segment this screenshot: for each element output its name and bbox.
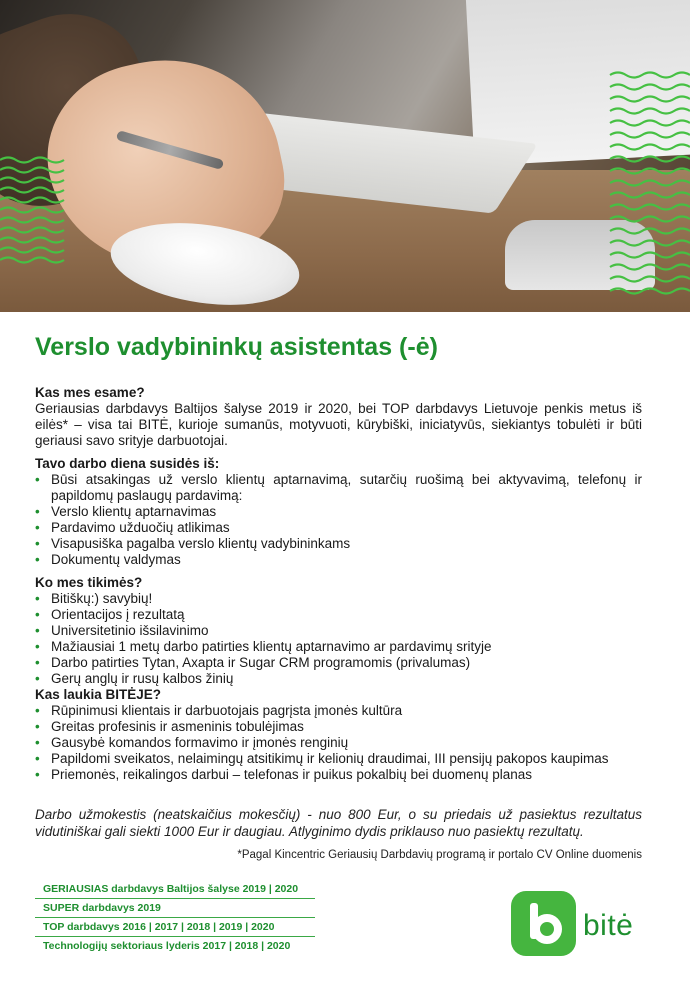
list-item: • Priemonės, reikalingos darbui – telefonas ir puikus pokalbių bei duomenų planas (35, 767, 642, 783)
about-heading: Kas mes esame? (35, 385, 145, 400)
list-item: • Universitetinio išsilavinimo (35, 623, 642, 639)
list-item: • Mažiausiai 1 metų darbo patirties klientų aptarnavimo ar pardavimų srityje (35, 639, 642, 655)
bite-logo-icon (511, 891, 576, 956)
brand-wave-decoration (0, 0, 690, 312)
award-item: GERIAUSIAS darbdavys Baltijos šalyse 2019 | 2020 (35, 880, 315, 899)
list-item: • Verslo klientų aptarnavimas (35, 504, 642, 520)
about-text: Geriausias darbdavys Baltijos šalyse 2019 ir 2020, bei TOP darbdavys Lietuvoje penkis metus iš eilės* – visa tai BITĖ, kurioje sumanūs, motyvuoti, kūrybiški, iniciatyvūs, siekiantys tobulėti ir būti geriausi savo srityje darbuotojai. (35, 401, 642, 448)
list-item: • Gerų anglų ir rusų kalbos žinių (35, 671, 642, 687)
expectations-list (35, 591, 642, 687)
list-item: • Visapusiška pagalba verslo klientų vadybininkams (35, 536, 642, 552)
list-item: • Greitas profesinis ir asmeninis tobulėjimas (35, 719, 642, 735)
list-item: • Gausybė komandos formavimo ir įmonės renginių (35, 735, 642, 751)
job-title: Verslo vadybininkų asistentas (-ė) (35, 333, 438, 361)
list-item: • Pardavimo užduočių atlikimas (35, 520, 642, 536)
benefits-list (35, 703, 642, 783)
duties-list (35, 472, 642, 568)
salary-info: Darbo užmokestis (neatskaičius mokesčių) - nuo 800 Eur, o su priedais už pasiektus rezultatus vidutiniškai gali siekti 1000 Eur ir daugiau. Atlyginimo dydis priklauso nuo pasiektų rezultatų. (35, 807, 642, 839)
benefits-heading: Kas laukia BITĖJE? (35, 687, 162, 702)
award-item: Technologijų sektoriaus lyderis 2017 | 2018 | 2020 (43, 940, 291, 952)
award-item: TOP darbdavys 2016 | 2017 | 2018 | 2019 | 2020 (35, 918, 315, 937)
list-item: • Rūpinimusi klientais ir darbuotojais pagrįsta įmonės kultūra (35, 703, 642, 719)
list-item: • Būsi atsakingas už verslo klientų aptarnavimą, sutarčių ruošimą bei aktyvavimą, telefonų ir papildomų paslaugų pardavimą: (35, 472, 642, 504)
award-item: SUPER darbdavys 2019 (35, 899, 315, 918)
awards-list (35, 880, 315, 955)
list-item: • Darbo patirties Tytan, Axapta ir Sugar CRM programomis (privalumas) (35, 655, 642, 671)
duties-heading: Tavo darbo diena susidės iš: (35, 456, 220, 471)
footnote: *Pagal Kincentric Geriausių Darbdavių programą ir portalo CV Online duomenis (237, 849, 642, 861)
list-item: • Bitiškų:) savybių! (35, 591, 642, 607)
list-item: • Dokumentų valdymas (35, 552, 642, 568)
job-description (35, 385, 642, 783)
hero-photo (0, 0, 690, 312)
list-item: • Orientacijos į rezultatą (35, 607, 642, 623)
list-item: • Papildomi sveikatos, nelaimingų atsitikimų ir kelionių draudimai, III pensijų pakopos kaupimas (35, 751, 642, 767)
bite-logo-text: bitė (583, 909, 634, 942)
expectations-heading: Ko mes tikimės? (35, 575, 143, 590)
